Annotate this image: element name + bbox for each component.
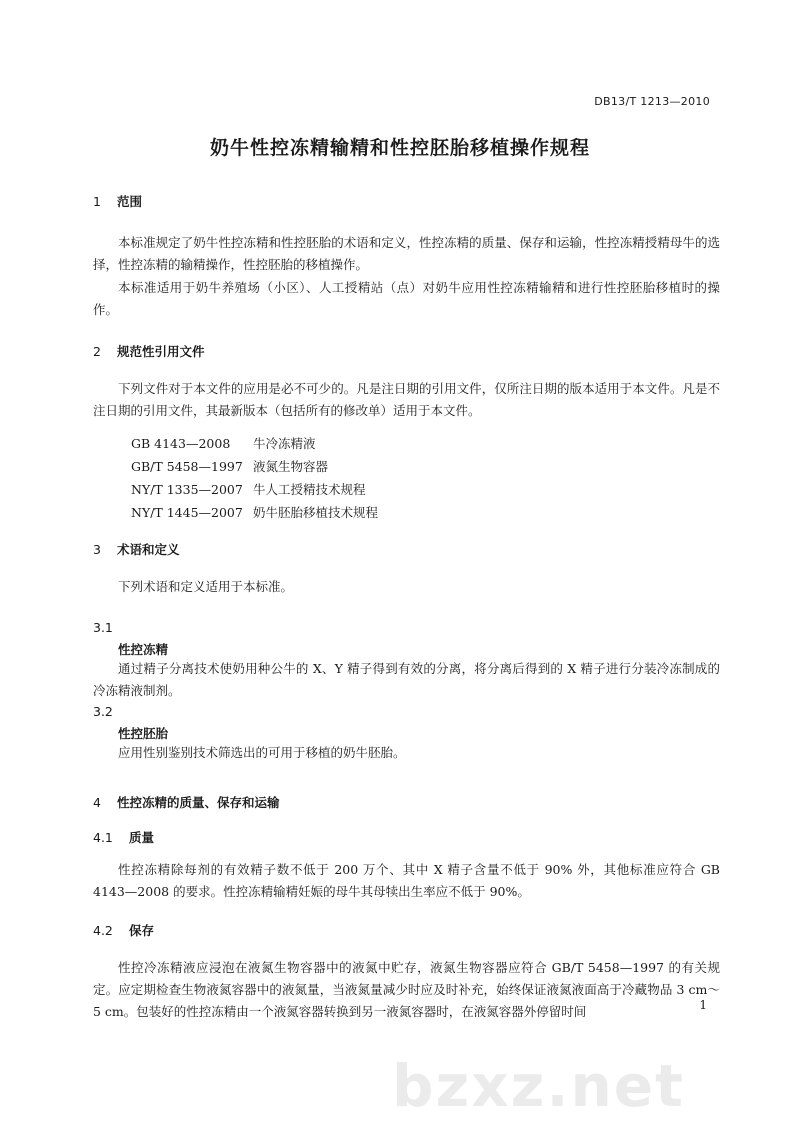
reference-name: 液氮生物容器 xyxy=(253,459,329,474)
section-4-heading xyxy=(93,793,280,811)
section-2-paragraph: 下列文件对于本文件的应用是必不可少的。凡是注日期的引用文件，仅所注日期的版本适用于本文件。凡是不注日期的引用文件，其最新版本（包括所有的修改单）适用于本文件。 xyxy=(93,381,720,418)
reference-item xyxy=(131,478,378,501)
term-3-2-definition: 应用性别鉴别技术筛选出的可用于移植的奶牛胚胎。 xyxy=(118,745,406,760)
page-number: 1 xyxy=(699,998,707,1012)
section-1-paragraph-2: 本标准适用于奶牛养殖场（小区）、人工授精站（点）对奶牛应用性控冻精输精和进行性控胚胎移植时的操作。 xyxy=(93,280,720,317)
subsection-title: 保存 xyxy=(129,923,155,938)
reference-code: GB/T 5458—1997 xyxy=(131,459,243,474)
reference-code: NY/T 1335—2007 xyxy=(131,482,243,497)
reference-code: NY/T 1445—2007 xyxy=(131,505,243,520)
section-4-1-heading xyxy=(93,828,154,846)
section-title: 性控冻精的质量、保存和运输 xyxy=(117,795,280,810)
term-3-2-name: 性控胚胎 xyxy=(118,726,169,741)
section-title: 范围 xyxy=(117,194,143,209)
section-4-1-paragraph: 性控冻精除每剂的有效精子数不低于 200 万个、其中 X 精子含量不低于 90% 外，其他标准应符合 GB 4143—2008 的要求。性控冻精输精妊娠的母牛其母犊出生率应不低于 90%。 xyxy=(93,862,720,899)
reference-item xyxy=(131,432,378,455)
reference-item xyxy=(131,501,378,524)
section-1-heading xyxy=(93,192,142,210)
term-3-2-number: 3.2 xyxy=(93,704,113,719)
section-title: 规范性引用文件 xyxy=(117,344,205,359)
section-4-2-paragraph: 性控冷冻精液应浸泡在液氮生物容器中的液氮中贮存，液氮生物容器应符合 GB/T 5458—1997 的有关规定。应定期检查生物液氮容器中的液氮量，当液氮量减少时应及时补充，始终保证液氮液面高于冷藏物品 3 cm～5 cm。包装好的性控冻精由一个液氮容器转换到另一液氮容器时，在液氮容器外停留时间 xyxy=(93,960,720,1019)
term-3-1-number: 3.1 xyxy=(93,620,113,635)
normative-references-list xyxy=(131,432,378,524)
section-number: 4 xyxy=(93,795,101,810)
document-code: DB13/T 1213—2010 xyxy=(594,95,710,108)
watermark: bzxz.net xyxy=(392,1052,685,1120)
term-3-1-name: 性控冻精 xyxy=(118,642,169,657)
reference-name: 牛人工授精技术规程 xyxy=(253,482,366,497)
reference-item xyxy=(131,455,378,478)
reference-name: 牛冷冻精液 xyxy=(253,436,316,451)
section-number: 3 xyxy=(93,542,101,557)
section-number: 1 xyxy=(93,194,101,209)
document-title: 奶牛性控冻精输精和性控胚胎移植操作规程 xyxy=(209,137,590,159)
section-title: 术语和定义 xyxy=(117,542,180,557)
reference-name: 奶牛胚胎移植技术规程 xyxy=(253,505,379,520)
section-4-2-heading xyxy=(93,921,154,939)
section-2-heading xyxy=(93,342,205,360)
section-3-heading xyxy=(93,540,180,558)
term-3-1-definition: 通过精子分离技术使奶用种公牛的 X、Y 精子得到有效的分离，将分离后得到的 X 精子进行分装冷冻制成的冷冻精液制剂。 xyxy=(93,661,720,698)
subsection-title: 质量 xyxy=(129,830,155,845)
section-1-paragraph-1: 本标准规定了奶牛性控冻精和性控胚胎的术语和定义，性控冻精的质量、保存和运输，性控冻精授精母牛的选择，性控冻精的输精操作，性控胚胎的移植操作。 xyxy=(93,235,720,272)
section-3-paragraph: 下列术语和定义适用于本标准。 xyxy=(118,579,294,594)
subsection-number: 4.1 xyxy=(93,830,113,845)
subsection-number: 4.2 xyxy=(93,923,113,938)
section-number: 2 xyxy=(93,344,101,359)
reference-code: GB 4143—2008 xyxy=(131,436,231,451)
